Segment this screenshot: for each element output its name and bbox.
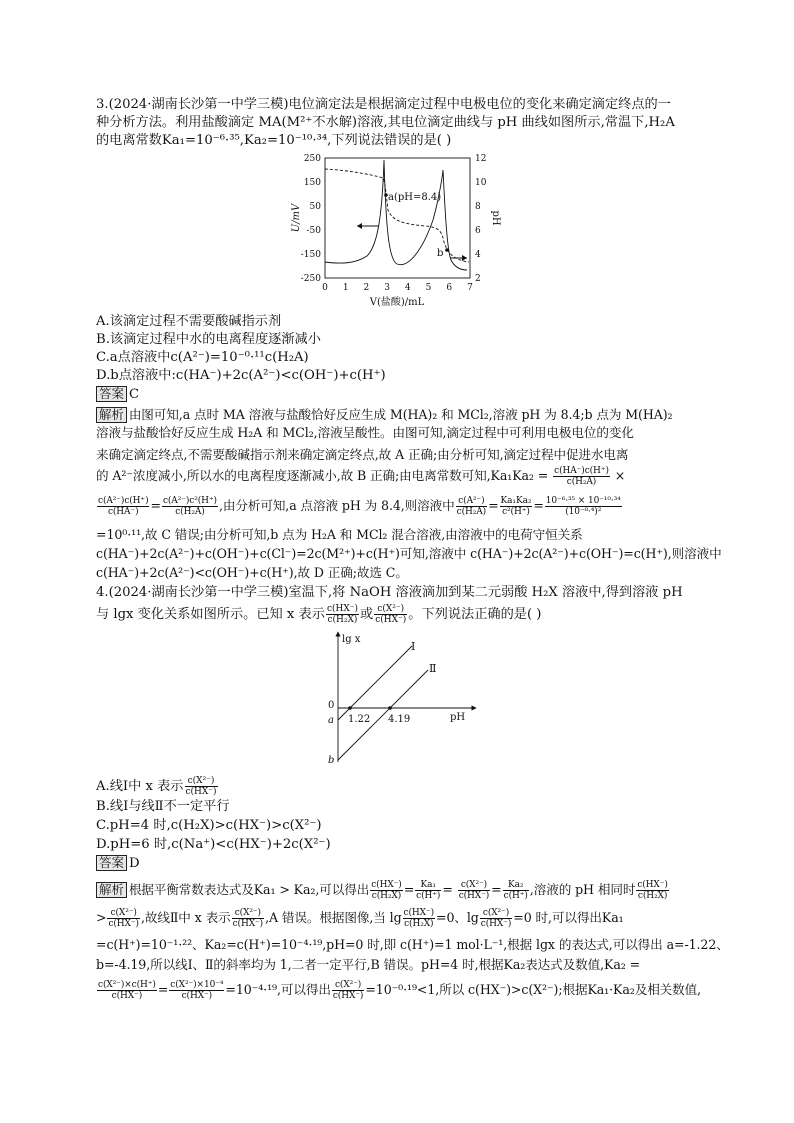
- q3-x-tick: 1: [342, 283, 349, 293]
- q4-x2-label: 4.19: [388, 714, 411, 725]
- q4-answer-row: [96, 855, 140, 873]
- q3-stem-line-3: 的电离常数Ka₁=10⁻⁶·³⁵,Ka₂=10⁻¹⁰·³⁴,下列说法错误的是( ): [96, 133, 452, 148]
- q3-option-a: A.该滴定过程不需要酸碱指示剂: [96, 314, 282, 329]
- frac-den: c(HX⁻): [232, 919, 264, 929]
- q3-left-axis-label: U/mV: [291, 203, 302, 233]
- q3-x-tick: 4: [404, 283, 411, 293]
- q4-option-a: [96, 776, 219, 797]
- q4-option-d: D.pH=6 时,c(Na⁺)<c(HX⁻)+2c(X²⁻): [96, 837, 331, 852]
- q4-intercept-1: [348, 706, 352, 710]
- q3-label-b: b: [437, 248, 444, 259]
- q4-analysis-text: ,故线Ⅱ中 x 表示: [140, 910, 231, 925]
- q4-stem-text: 。下列说法正确的是( ): [408, 607, 542, 622]
- q3-analysis-line-6: =10⁰·¹¹,故 C 错误;由分析可知,b 点为 H₂A 和 MCl₂ 混合溶液,由溶液中的电荷守恒关系: [96, 527, 583, 542]
- q4-label-a: a: [328, 715, 334, 726]
- frac-num: c(HX⁻): [326, 604, 359, 614]
- q4-option-c: C.pH=4 时,c(H₂X)>c(HX⁻)>c(X²⁻): [96, 818, 322, 833]
- q4-stem-text: 或: [360, 607, 374, 622]
- q3-x-axis-label: V(盐酸)/mL: [369, 297, 425, 308]
- fraction: [480, 908, 512, 929]
- q4-option-b: B.线Ⅰ与线Ⅱ不一定平行: [96, 799, 230, 814]
- q3-analysis-line-8: c(HA⁻)+2c(A²⁻)<c(OH⁻)+c(H⁺),故 D 正确;故选 C。: [96, 565, 408, 580]
- q4-analysis-line-1: 解析 根据平衡常数表达式及Ka₁ > Ka₂,可以得出 $\frac{c(HX^-)}{\text{c(H₂X)}}$ = $\frac{\text{Ka₁}}{c(H^+)}$ = $\frac{\text{c(X²⁻)}}{c(HX^-)}$ = $\frac{\text{Ka₂}}{c(H^+)}$ ,溶液的 pH 相同时 $\frac{c(HX^-)}{\text{c(H₂X)}}$: [96, 880, 670, 901]
- q3-potential-curve: [325, 160, 467, 270]
- q4-x1-label: 1.22: [348, 714, 371, 725]
- q3-x-tick: 0: [322, 283, 328, 293]
- q3-titration-chart: [285, 150, 505, 310]
- q3-ph-curve: [325, 169, 469, 262]
- q3-stem-line-2: 种分析方法。利用盐酸滴定 MA(M²⁺不水解)溶液,其电位滴定曲线与 pH 曲线如图所示,常温下,H₂A: [96, 115, 675, 130]
- q4-lgx-chart: [312, 630, 482, 770]
- q3-x-tick: 7: [467, 283, 473, 293]
- frac-num: c(X²⁻): [232, 908, 264, 919]
- q4-analysis-line-2: > $\frac{\text{c(X²⁻)}}{c(HX^-)}$ ,故线Ⅱ中 x 表示 $\frac{\text{c(X²⁻)}}{c(HX^-)}$ ,A 错误。根据图像,当 lg $\frac{c(HX^-)}{\text{c(H₂X)}}$ =0、lg $\frac{\text{c(X²⁻)}}{c(HX^-)}$ =0 时,可以得出Ka₁: [96, 908, 624, 929]
- frac-den: c(HX⁻): [111, 991, 143, 1001]
- frac-num: c(A²⁻)c²(H⁺): [162, 496, 217, 506]
- fraction: [415, 880, 441, 901]
- fraction: [500, 496, 533, 517]
- frac-den: c(HX⁻): [108, 919, 139, 929]
- q3-left-tick: 50: [309, 202, 321, 212]
- q4-y-axis-label: lg x: [342, 634, 361, 645]
- frac-num: Ka₁Ka₂: [500, 496, 532, 506]
- q4-line-II-label: Ⅱ: [429, 662, 437, 675]
- q3-stem-line-1: 3.(2024·湖南长沙第一中学三模)电位滴定法是根据滴定过程中电极电位的变化来确定滴定终点的一: [96, 97, 671, 112]
- frac-num: c(X²⁻): [332, 980, 364, 991]
- frac-num: c(X²⁻): [374, 604, 407, 615]
- q4-analysis-text: =0 时,可以得出Ka₁: [513, 910, 624, 925]
- q3-answer-value: C: [129, 387, 140, 402]
- fraction: [232, 908, 264, 929]
- q4-stem-line-2: [96, 604, 541, 625]
- frac-den: c(H₂A): [566, 477, 597, 487]
- q4-x-axis-label: pH: [450, 712, 466, 723]
- q4-label-b: b: [328, 755, 335, 766]
- frac-num: c(A²⁻)c(H⁺): [98, 496, 149, 506]
- fraction: [545, 496, 622, 517]
- answer-badge: 答案: [96, 855, 127, 871]
- q4-stem-text: 与 lgx 变化关系如图所示。已知 x 表示: [96, 607, 325, 622]
- frac-num: c(X²⁻)×c(H⁺): [98, 980, 156, 990]
- fraction: [185, 776, 218, 797]
- fraction: [374, 604, 407, 625]
- q3-left-tick: -150: [300, 250, 321, 260]
- fraction: [456, 496, 487, 517]
- q3-right-tick: 2: [475, 274, 481, 284]
- analysis-badge: 解析: [96, 882, 127, 898]
- fraction: [636, 880, 668, 901]
- q3-answer-row: [96, 386, 139, 404]
- fraction: [553, 466, 610, 487]
- q3-right-tick: 12: [475, 154, 487, 164]
- q3-analysis-text: 的 A²⁻浓度减小,所以水的电离程度逐渐减小,故 B 正确;由电离常数可知,Ka₁Ka₂ =: [96, 468, 549, 483]
- frac-num: c(HX⁻): [403, 908, 435, 918]
- frac-den: c(H₂X): [637, 891, 668, 901]
- fraction: [326, 604, 359, 625]
- fraction: [370, 880, 402, 901]
- frac-den: c(H₂X): [371, 891, 402, 901]
- frac-num: Ka₁: [415, 880, 441, 891]
- fraction: [458, 880, 490, 901]
- frac-num: c(X²⁻): [185, 776, 218, 787]
- q3-analysis-line-1: [96, 406, 673, 424]
- q3-label-a: a(pH=8.4): [388, 192, 442, 203]
- q4-answer-value: D: [129, 856, 140, 871]
- q3-right-tick: 8: [475, 202, 481, 212]
- frac-num: c(X²⁻): [107, 908, 139, 919]
- frac-den: c(HX⁻): [458, 891, 490, 901]
- fraction: [169, 980, 224, 1001]
- analysis-badge: 解析: [96, 407, 127, 423]
- frac-den: c(HX⁻): [480, 919, 512, 929]
- fraction: [97, 980, 157, 1001]
- q3-analysis-line-5: $\frac{\text{c(A²⁻)c(H⁺)}}{c(HA^-)}$ = $\frac{\text{c(A²⁻)c²(H⁺)}}{\text{c(H₂A)}}$ ,由分析可知,a 点溶液 pH 为 8.4,则溶液中 $\frac{\text{c(A²⁻)}}{\text{c(H₂A)}}$ = $\frac{\text{Ka₁Ka₂}}{\text{c²(H⁺)}}$ = $\frac{\text{10⁻⁶·³⁵ × 10⁻¹⁰·³⁴}}{\text{(10⁻⁸·⁴)²}}$: [98, 496, 621, 517]
- q3-analysis-line-3: 来确定滴定终点,不需要酸碱指示剂来确定滴定终点,故 A 正确;由分析可知,滴定过程中促进水电离: [96, 447, 629, 462]
- q3-analysis-line-7: c(HA⁻)+2c(A²⁻)+c(OH⁻)+c(Cl⁻)=2c(M²⁺)+c(H⁺)可知,溶液中 c(HA⁻)+2c(A²⁻)+c(OH⁻)=c(H⁺),则溶液中: [96, 546, 722, 561]
- frac-den: c(H⁺): [503, 891, 528, 901]
- q4-analysis-text: =0、lg: [436, 910, 479, 925]
- q4-option-a-text: A.线Ⅰ中 x 表示: [96, 779, 184, 794]
- q3-analysis-line-4: 的 A²⁻浓度减小,所以水的电离程度逐渐减小,故 B 正确;由电离常数可知,Ka₁Ka₂ = $\frac{c(HA^-)c(H^+)}{\text{c(H₂A)}}$ ×: [96, 466, 626, 487]
- frac-den: c(HX⁻): [332, 991, 364, 1001]
- q4-analysis-text: 根据平衡常数表达式及Ka₁ > Ka₂,可以得出: [128, 882, 370, 897]
- frac-den: c(HX⁻): [181, 991, 213, 1001]
- fraction: [162, 496, 218, 517]
- frac-den: c(H₂X): [404, 919, 434, 929]
- frac-num: c(A²⁻): [456, 496, 487, 507]
- q4-analysis-text: =10⁻⁴·¹⁹,可以得出: [225, 982, 331, 997]
- q4-analysis-line-4: b=-4.19,所以线Ⅰ、Ⅱ的斜率均为 1,二者一定平行,B 错误。pH=4 时,根据Ka₂表达式及数值,Ka₂ =: [96, 957, 641, 972]
- frac-den: c²(H⁺): [502, 507, 530, 517]
- q3-left-axis: [301, 154, 322, 284]
- frac-den: c(HX⁻): [185, 787, 217, 797]
- q4-analysis-text: ,A 错误。根据图像,当 lg: [265, 910, 402, 925]
- fraction: [97, 496, 149, 517]
- frac-den: c(HX⁻): [375, 615, 407, 625]
- q3-right-tick: 6: [475, 226, 481, 236]
- q3-arrow-left-head: [357, 223, 362, 229]
- q3-analysis-line-2: 溶液与盐酸恰好反应生成 H₂A 和 MCl₂,溶液呈酸性。由图可知,滴定过程中可利用电极电位的变化: [96, 425, 634, 440]
- q3-analysis-text: 由图可知,a 点时 MA 溶液与盐酸恰好反应生成 M(HA)₂ 和 MCl₂,溶液 pH 为 8.4;b 点为 M(HA)₂: [128, 407, 673, 422]
- q4-analysis-text: =10⁻⁰·¹⁹<1,所以 c(HX⁻)>c(X²⁻);根据Ka₁·Ka₂及相关数值,: [365, 982, 702, 997]
- q3-option-b: B.该滴定过程中水的电离程度逐渐减小: [96, 332, 321, 347]
- q3-left-tick: 150: [303, 178, 321, 188]
- answer-badge: 答案: [96, 386, 127, 402]
- frac-num: c(X²⁻)×10⁻⁴: [170, 980, 224, 990]
- frac-den: c(H₂A): [456, 507, 487, 517]
- q3-right-tick: 10: [475, 178, 487, 188]
- frac-den: c(HA⁻): [107, 507, 139, 517]
- q3-left-tick: 250: [303, 154, 321, 164]
- q3-analysis-text: ,由分析可知,a 点溶液 pH 为 8.4,则溶液中: [218, 498, 455, 513]
- q4-stem-line-1: 4.(2024·湖南长沙第一中学三模)室温下,将 NaOH 溶液滴加到某二元弱酸 H₂X 溶液中,得到溶液 pH: [96, 585, 683, 600]
- q3-left-tick: -50: [306, 226, 321, 236]
- q3-right-axis: [475, 154, 487, 284]
- frac-num: c(HX⁻): [371, 880, 402, 890]
- q3-right-tick: 4: [475, 250, 481, 260]
- q3-x-axis: [322, 283, 473, 293]
- q4-line-I-label: Ⅰ: [411, 640, 416, 653]
- q3-x-tick: 6: [446, 283, 453, 293]
- q4-analysis-line-5: $\frac{\text{c(X²⁻)×c(H⁺)}}{c(HX^-)}$ = $\frac{\text{c(X²⁻)×10⁻⁴}}{c(HX^-)}$ =10⁻⁴·¹⁹,可以得出 $\frac{\text{c(X²⁻)}}{c(HX^-)}$ =10⁻⁰·¹⁹<1,所以 c(HX⁻)>c(X²⁻);根据Ka₁·Ka₂及相关数值,: [98, 980, 702, 1001]
- q4-origin-label: 0: [328, 700, 335, 711]
- q3-chart-frame: [325, 158, 470, 278]
- frac-den: c(H₂X): [327, 615, 358, 625]
- frac-den: c(H⁺): [416, 891, 441, 901]
- q3-x-tick: 2: [363, 283, 370, 293]
- frac-num: c(X²⁻): [458, 880, 490, 891]
- q4-analysis-text: =: [442, 882, 457, 897]
- frac-num: 10⁻⁶·³⁵ × 10⁻¹⁰·³⁴: [545, 496, 621, 506]
- q4-analysis-line-3: =c(H⁺)=10⁻¹·²²、Ka₂=c(H⁺)=10⁻⁴·¹⁹,pH=0 时,即 c(H⁺)=1 mol·L⁻¹,根据 lgx 的表达式,可以得出 a=-1.22、: [96, 937, 729, 952]
- q3-right-axis-label: pH: [490, 210, 501, 226]
- q3-option-c: C.a点溶液中c(A²⁻)=10⁻⁰·¹¹c(H₂A): [96, 350, 309, 365]
- q3-option-d: D.b点溶液中:c(HA⁻)+2c(A²⁻)<c(OH⁻)+c(H⁺): [96, 368, 386, 383]
- q4-analysis-text: ,溶液的 pH 相同时: [529, 882, 636, 897]
- fraction: [107, 908, 139, 929]
- fraction: [503, 880, 529, 901]
- frac-num: c(HX⁻): [637, 880, 668, 890]
- frac-num: c(HA⁻)c(H⁺): [554, 466, 609, 476]
- q3-point-b: [445, 248, 449, 252]
- frac-den: (10⁻⁸·⁴)²: [565, 507, 602, 517]
- q3-arrow-right-head: [462, 255, 467, 261]
- q4-intercept-2: [388, 706, 392, 710]
- fraction: [403, 908, 435, 929]
- frac-num: c(X²⁻): [480, 908, 512, 919]
- q3-x-tick: 3: [384, 283, 390, 293]
- fraction: [332, 980, 364, 1001]
- q3-left-tick: -250: [300, 274, 321, 284]
- frac-num: Ka₂: [503, 880, 529, 891]
- frac-den: c(H₂A): [175, 507, 205, 517]
- q3-x-tick: 5: [425, 283, 432, 293]
